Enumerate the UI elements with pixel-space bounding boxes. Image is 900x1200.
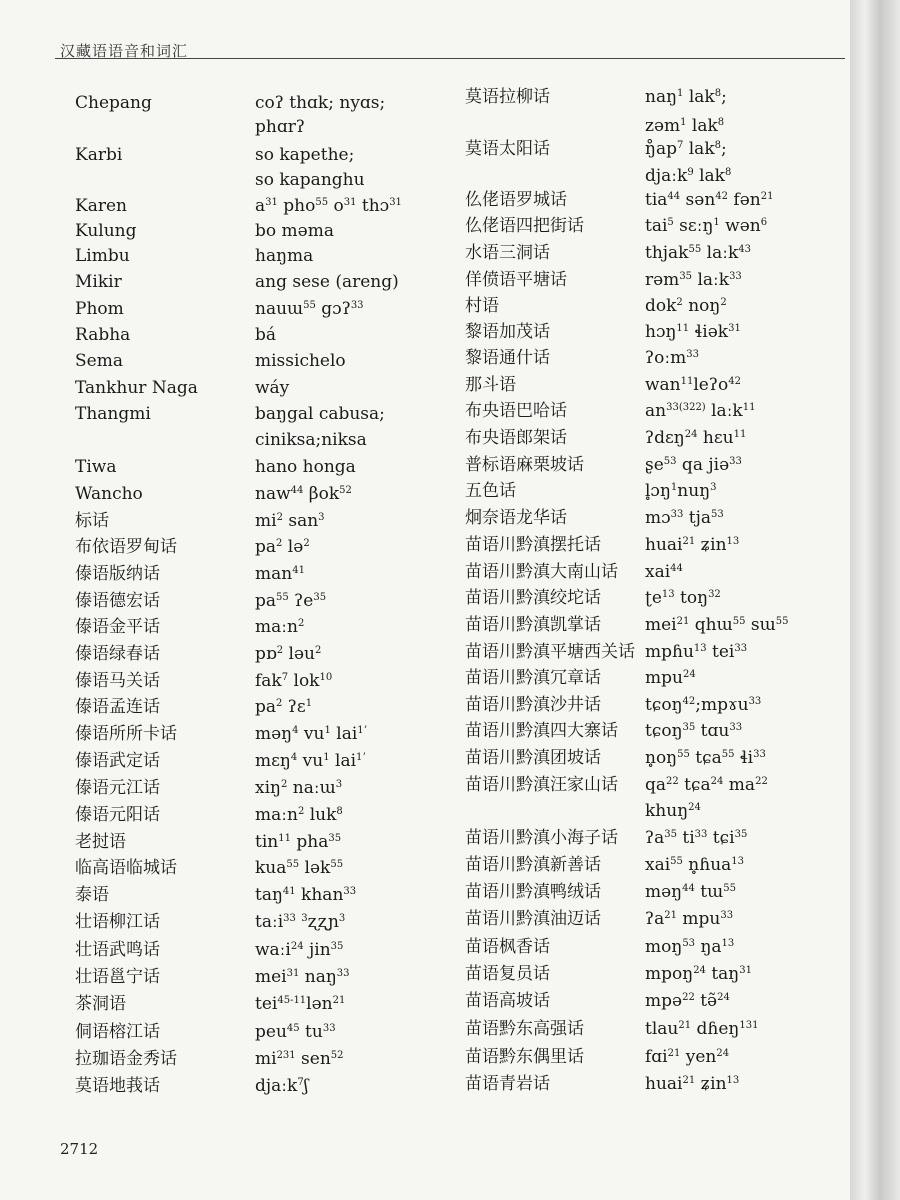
word-form: mɛŋ$^4$ $vu^1$ lai$^{1ʼ}$ (255, 751, 366, 771)
language-name: 仫佬语四把街话 (465, 216, 584, 236)
word-form: khuŋ$^{24}$ (645, 801, 701, 821)
language-name: 壮语邕宁话 (75, 967, 160, 987)
language-name: 傣语元阳话 (75, 805, 160, 825)
language-name: 苗语川黔滇团坡话 (465, 748, 601, 768)
language-name: 布依语罗甸话 (75, 537, 177, 557)
language-name: 苗语黔东偶里话 (465, 1047, 584, 1067)
language-name: 水语三洞话 (465, 243, 550, 263)
word-form: wáy (255, 378, 290, 398)
language-name: 五色话 (465, 481, 516, 501)
word-form: $qa^{22}$ tɕa$^{24}$ $ma^{22}$ (645, 775, 768, 795)
word-form: ʂe$^{53}$ qa jiə$^{33}$ (645, 455, 742, 475)
word-form: taŋ$^{41}$ khan$^{33}$ (255, 885, 357, 905)
word-form: so kapanghu (255, 170, 365, 190)
word-form: coʔ thɑk; nyɑs; (255, 93, 386, 113)
language-name: 壮语柳江话 (75, 912, 160, 932)
language-name: Phom (75, 299, 124, 319)
word-form: missichelo (255, 351, 346, 371)
word-form: tɕoŋ$^{42}$;mpɤu$^{33}$ (645, 695, 762, 715)
word-form: nauɯ$^{55}$ gɔʔ$^{33}$ (255, 299, 364, 319)
word-form: rəm$^{35}$ laːk$^{33}$ (645, 270, 742, 290)
language-name: Karbi (75, 145, 123, 165)
word-form: $mi^2$ san$^3$ (255, 511, 325, 531)
language-name: 炯奈语龙华话 (465, 508, 567, 528)
language-name: 茶洞语 (75, 994, 126, 1014)
word-form: ciniksa;niksa (255, 430, 367, 450)
language-name: 苗语黔东高强话 (465, 1019, 584, 1039)
language-name: 傣语德宏话 (75, 591, 160, 611)
word-form: tɕoŋ$^{35}$ tɑu$^{33}$ (645, 721, 743, 741)
word-form: maːn$^2$ (255, 617, 305, 637)
word-form: tai$^5$ sɛːŋ$^1$ wən$^6$ (645, 216, 768, 236)
language-name: 黎语通什话 (465, 348, 550, 368)
word-form: ʈe$^{13}$ toŋ$^{32}$ (645, 588, 721, 608)
word-form: djaːk$^7$ʃ (255, 1076, 309, 1096)
language-name: Mikir (75, 272, 122, 292)
language-name: 布央语巴哈话 (465, 401, 567, 421)
word-form: pɒ$^2$ ləu$^2$ (255, 644, 322, 664)
language-name: 苗语川黔滇四大寨话 (465, 721, 618, 741)
word-form: naŋ$^1$ lak$^8$; (645, 87, 727, 107)
language-name: 仫佬语罗城话 (465, 190, 567, 210)
word-form: mei$^{31}$ naŋ$^{33}$ (255, 967, 350, 987)
word-form: tei$^{45-11}$lən$^{21}$ (255, 994, 346, 1014)
language-name: 普标语麻栗坡话 (465, 455, 584, 475)
language-name: 佯偾语平塘话 (465, 270, 567, 290)
word-form: xai$^{55}$ n̥ɦua$^{13}$ (645, 855, 745, 875)
language-name: 苗语川黔滇大南山话 (465, 562, 618, 582)
word-form: məŋ$^{44}$ tɯ$^{55}$ (645, 882, 736, 902)
language-name: Limbu (75, 246, 130, 266)
word-form: so kapethe; (255, 145, 355, 165)
word-form: $ŋ̊ap^7$ lak$^8$; (645, 139, 727, 159)
word-form: djaːk$^9$ lak$^8$ (645, 166, 732, 186)
word-form: l̥ɔŋ$^1$nuŋ$^3$ (645, 481, 717, 501)
language-name: Rabha (75, 325, 131, 345)
word-form: mpu$^{24}$ (645, 668, 696, 688)
language-name: 苗语川黔滇小海子话 (465, 828, 618, 848)
language-name: Tiwa (75, 457, 117, 477)
header-rule (55, 58, 845, 59)
word-form: fak$^7$ lok$^{10}$ (255, 671, 333, 691)
language-name: 苗语川黔滇新善话 (465, 855, 601, 875)
word-form: mpɦu$^{13}$ tei$^{33}$ (645, 642, 748, 662)
language-name: 苗语川黔滇油迈话 (465, 909, 601, 929)
language-name: 傣语绿春话 (75, 644, 160, 664)
language-name: 苗语川黔滇鸭绒话 (465, 882, 601, 902)
language-name: 莫语地莪话 (75, 1076, 160, 1096)
language-name: 苗语川黔滇绞坨话 (465, 588, 601, 608)
language-name: 傣语版纳话 (75, 564, 160, 584)
language-name: 傣语孟连话 (75, 697, 160, 717)
word-form: tlau$^{21}$ dɦeŋ$^{131}$ (645, 1019, 759, 1039)
word-form: wan$^{11}$leʔo$^{42}$ (645, 375, 741, 395)
word-form: $n̥oŋ^{55}$ tɕa$^{55}$ ɬi$^{33}$ (645, 748, 766, 768)
language-name: 苗语枫香话 (465, 937, 550, 957)
word-form: kua$^{55}$ lək$^{55}$ (255, 858, 344, 878)
word-form: mpə$^{22}$ tə̃$^{24}$ (645, 991, 730, 1011)
language-name: 黎语加茂话 (465, 322, 550, 342)
language-name: Kulung (75, 221, 137, 241)
language-name: 傣语马关话 (75, 671, 160, 691)
word-form: tia$^{44}$ sən$^{42}$ fən$^{21}$ (645, 190, 774, 210)
word-form: ang sese (areng) (255, 272, 399, 292)
language-name: 傣语武定话 (75, 751, 160, 771)
language-name: 苗语川黔滇汪家山话 (465, 775, 618, 795)
word-form: mɔ$^{33}$ tja$^{53}$ (645, 508, 724, 528)
running-header: 汉藏语语音和词汇 (60, 42, 189, 60)
word-form: ʔdɛŋ$^{24}$ hɛu$^{11}$ (645, 428, 747, 448)
language-name: Chepang (75, 93, 152, 113)
language-name: 傣语金平话 (75, 617, 160, 637)
word-form: $an^{33(322)}$ laːk$^{11}$ (645, 401, 756, 421)
word-form: maːn$^2$ luk$^8$ (255, 805, 343, 825)
language-name: 侗语榕江话 (75, 1022, 160, 1042)
word-form: zəm$^1$ lak$^8$ (645, 116, 725, 136)
word-form: baŋgal cabusa; (255, 404, 385, 424)
word-form: ʔa$^{21}$ mpu$^{33}$ (645, 909, 734, 929)
language-name: 苗语川黔滇平塘西关话 (465, 642, 635, 662)
language-name: 老挝语 (75, 832, 126, 852)
word-form: $a^{31}$ pho$^{55}$ $o^{31}$ thɔ$^{31}$ (255, 196, 402, 216)
page-edge (850, 0, 900, 1200)
word-form: $pa^{55}$ ʔe$^{35}$ (255, 591, 327, 611)
word-form: thjak$^{55}$ laːk$^{43}$ (645, 243, 751, 263)
word-form: waːi$^{24}$ jin$^{35}$ (255, 940, 344, 960)
language-name: 壮语武鸣话 (75, 940, 160, 960)
word-form: huai$^{21}$ ʑin$^{13}$ (645, 1074, 740, 1094)
word-form: mpoŋ$^{24}$ taŋ$^{31}$ (645, 964, 752, 984)
language-name: 傣语所所卡话 (75, 724, 177, 744)
language-name: 苗语川黔滇冗章话 (465, 668, 601, 688)
word-form: man$^{41}$ (255, 564, 305, 584)
word-form: tin$^{11}$ pha$^{35}$ (255, 832, 342, 852)
language-name: 苗语川黔滇凯掌话 (465, 615, 601, 635)
word-form: xiŋ$^2$ naːɯ$^3$ (255, 778, 343, 798)
word-form: hɔŋ$^{11}$ ɬiək$^{31}$ (645, 322, 741, 342)
language-name: 苗语复员话 (465, 964, 550, 984)
word-form: $pa^2$ lə$^2$ (255, 537, 310, 557)
word-form: bá (255, 325, 277, 345)
word-form: mei$^{21}$ qhɯ$^{55}$ sɯ$^{55}$ (645, 615, 789, 635)
language-name: Thangmi (75, 404, 151, 424)
language-name: 苗语高坡话 (465, 991, 550, 1011)
word-form: xai$^{44}$ (645, 562, 683, 582)
word-form: phɑrʔ (255, 117, 305, 137)
word-form: məŋ$^4$ $vu^1$ lai$^{1ʼ}$ (255, 724, 367, 744)
word-form: taːi$^{33}$ $^3$ʐʐɲ$^3$ (255, 912, 346, 932)
language-name: 拉珈语金秀话 (75, 1049, 177, 1069)
language-name: 苗语青岩话 (465, 1074, 550, 1094)
word-form: huai$^{21}$ ʑin$^{13}$ (645, 535, 740, 555)
word-form: ʔoːm$^{33}$ (645, 348, 699, 368)
language-name: 莫语拉柳话 (465, 87, 550, 107)
language-name: 布央语郎架话 (465, 428, 567, 448)
language-name: 莫语太阳话 (465, 139, 550, 159)
word-form: bo məma (255, 221, 334, 241)
word-form: peu$^{45}$ $tu^{33}$ (255, 1022, 336, 1042)
word-form: naw$^{44}$ βok$^{52}$ (255, 484, 352, 504)
language-name: 泰语 (75, 885, 109, 905)
word-form: hano honga (255, 457, 356, 477)
language-name: Tankhur Naga (75, 378, 198, 398)
language-name: Karen (75, 196, 127, 216)
language-name: 村语 (465, 296, 499, 316)
language-name: 傣语元江话 (75, 778, 160, 798)
word-form: $mi^{231}$ sen$^{52}$ (255, 1049, 344, 1069)
word-form: fɑi$^{21}$ yen$^{24}$ (645, 1047, 730, 1067)
word-form: $pa^2$ ʔɛ$^1$ (255, 697, 313, 717)
word-form: haŋma (255, 246, 314, 266)
language-name: 苗语川黔滇摆托话 (465, 535, 601, 555)
language-name: 标话 (75, 511, 109, 531)
language-name: Wancho (75, 484, 143, 504)
page-number: 2712 (60, 1140, 99, 1158)
word-form: moŋ$^{53}$ $ŋa^{13}$ (645, 937, 735, 957)
word-form: dok$^2$ noŋ$^2$ (645, 296, 727, 316)
language-name: Sema (75, 351, 123, 371)
word-form: ʔa$^{35}$ $ti^{33}$ tɕi$^{35}$ (645, 828, 748, 848)
language-name: 临高语临城话 (75, 858, 177, 878)
language-name: 那斗语 (465, 375, 516, 395)
language-name: 苗语川黔滇沙井话 (465, 695, 601, 715)
